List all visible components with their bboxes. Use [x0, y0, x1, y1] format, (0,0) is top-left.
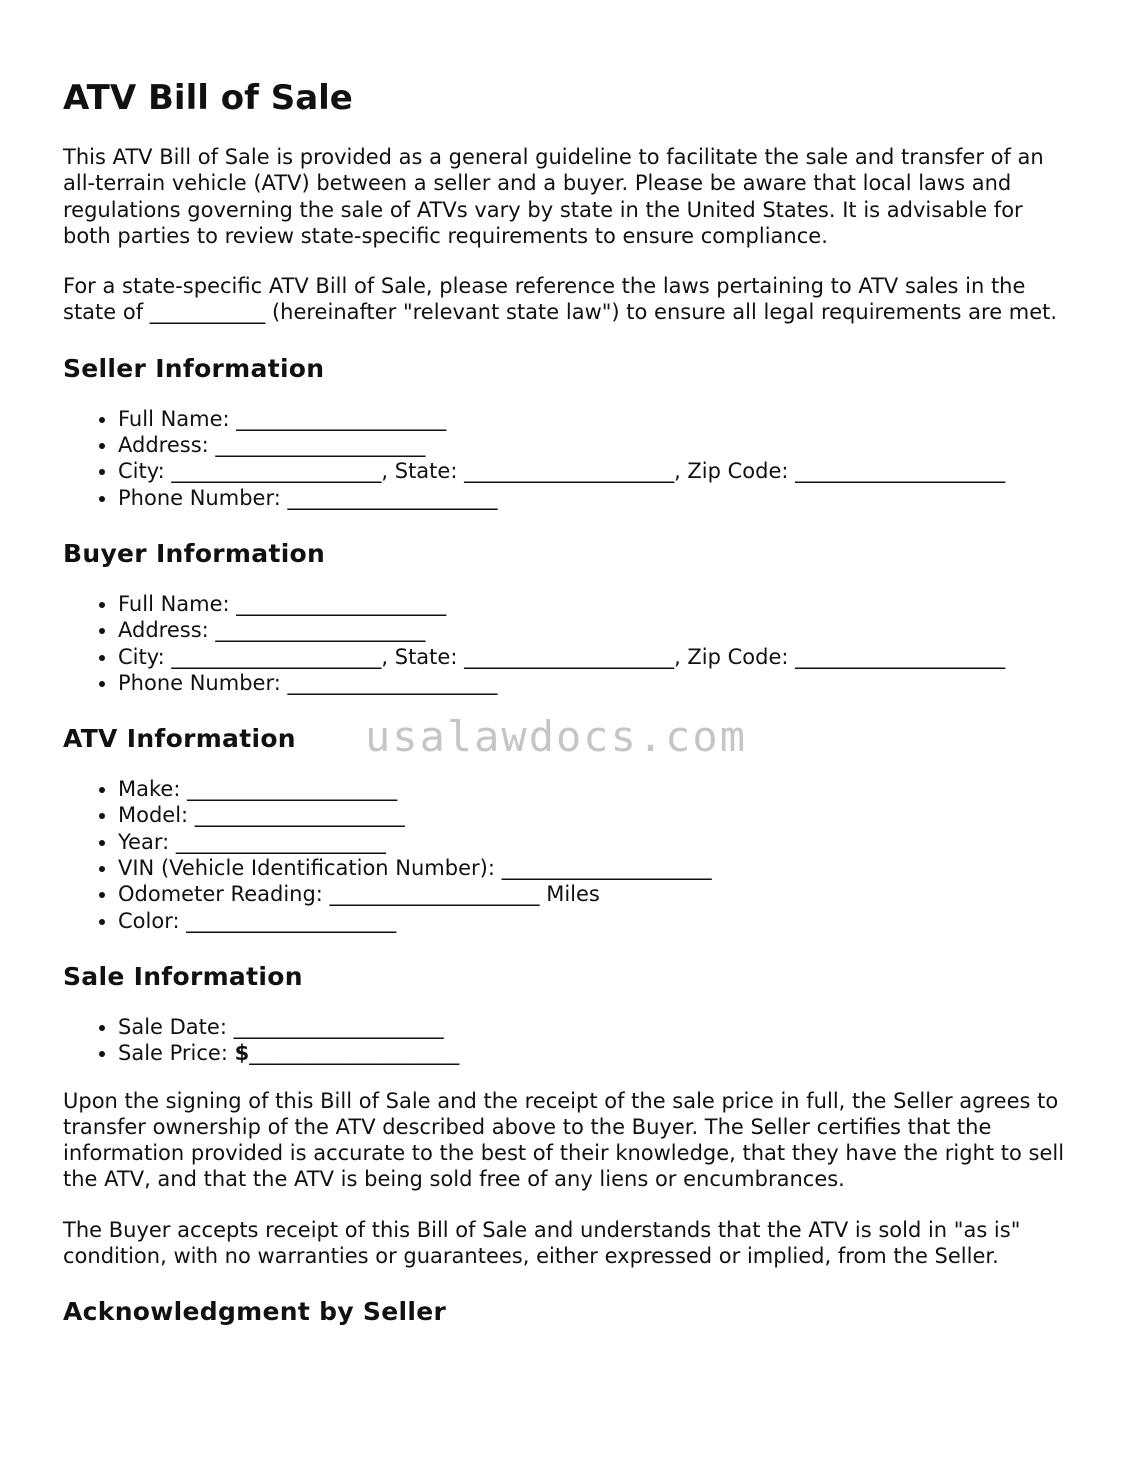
atv-heading: ATV Information	[63, 724, 296, 754]
seller-full-name: • Full Name: ____________________	[118, 406, 1073, 432]
atv-list	[63, 776, 1073, 934]
buyer-city-state-zip: • City: ____________________, State: ____________________, Zip Code: ____________________	[118, 644, 1073, 670]
atv-model: • Model: ____________________	[118, 802, 1073, 828]
document-page	[63, 76, 1073, 1328]
acknowledgment-heading: Acknowledgment by Seller	[63, 1297, 447, 1327]
intro-paragraph: This ATV Bill of Sale is provided as a general guideline to facilitate the sale and transfer of an all-terrain vehicle (ATV) between a seller and a buyer. Please be aware that local laws and regulations governing the sale of ATVs vary by state in the United States. It is advisable for both parties to review state-specific requirements to ensure compliance.	[63, 145, 1044, 248]
state-reference-paragraph: For a state-specific ATV Bill of Sale, please reference the laws pertaining to ATV sales in the state of ___________ (hereinafter "relevant state law") to ensure all legal requirements are met.	[63, 274, 1058, 325]
buyer-heading: Buyer Information	[63, 538, 326, 568]
buyer-phone: • Phone Number: ____________________	[118, 670, 1073, 696]
buyer-full-name: • Full Name: ____________________	[118, 591, 1073, 617]
buyer-address: • Address: ____________________	[118, 617, 1073, 643]
seller-heading: Seller Information	[63, 353, 325, 383]
atv-make: • Make: ____________________	[118, 776, 1073, 802]
atv-year: • Year: ____________________	[118, 829, 1073, 855]
seller-list	[63, 406, 1073, 511]
sale-price-currency: $	[234, 1041, 250, 1066]
sale-price-label: Sale Price:	[118, 1041, 235, 1066]
page-title: ATV Bill of Sale	[63, 78, 353, 118]
sale-list	[63, 1014, 1073, 1067]
buyer-list	[63, 591, 1073, 696]
seller-address: • Address: ____________________	[118, 432, 1073, 458]
sale-date: • Sale Date: ____________________	[118, 1014, 1073, 1040]
transfer-paragraph: Upon the signing of this Bill of Sale and the receipt of the sale price in full, the Seller agrees to transfer ownership of the ATV described above to the Buyer. The Seller certifies that the information provided is accurate to the best of their knowledge, that they have the right to sell the ATV, and that the ATV is being sold free of any liens or encumbrances.	[63, 1088, 1065, 1192]
sale-price	[118, 1040, 1073, 1066]
atv-color: • Color: ____________________	[118, 908, 1073, 934]
sale-price-blank: ____________________	[249, 1041, 460, 1066]
seller-phone: • Phone Number: ____________________	[118, 485, 1073, 511]
seller-city-state-zip: • City: ____________________, State: ____________________, Zip Code: ____________________	[118, 458, 1073, 484]
as-is-paragraph: The Buyer accepts receipt of this Bill of Sale and understands that the ATV is sold in "as is" condition, with no warranties or guarantees, either expressed or implied, from the Seller.	[63, 1217, 1021, 1269]
atv-vin: • VIN (Vehicle Identification Number): ____________________	[118, 855, 1073, 881]
atv-odometer: • Odometer Reading: ____________________ Miles	[118, 881, 1073, 907]
watermark: usalawdocs.com	[365, 712, 748, 761]
sale-heading: Sale Information	[63, 961, 303, 991]
